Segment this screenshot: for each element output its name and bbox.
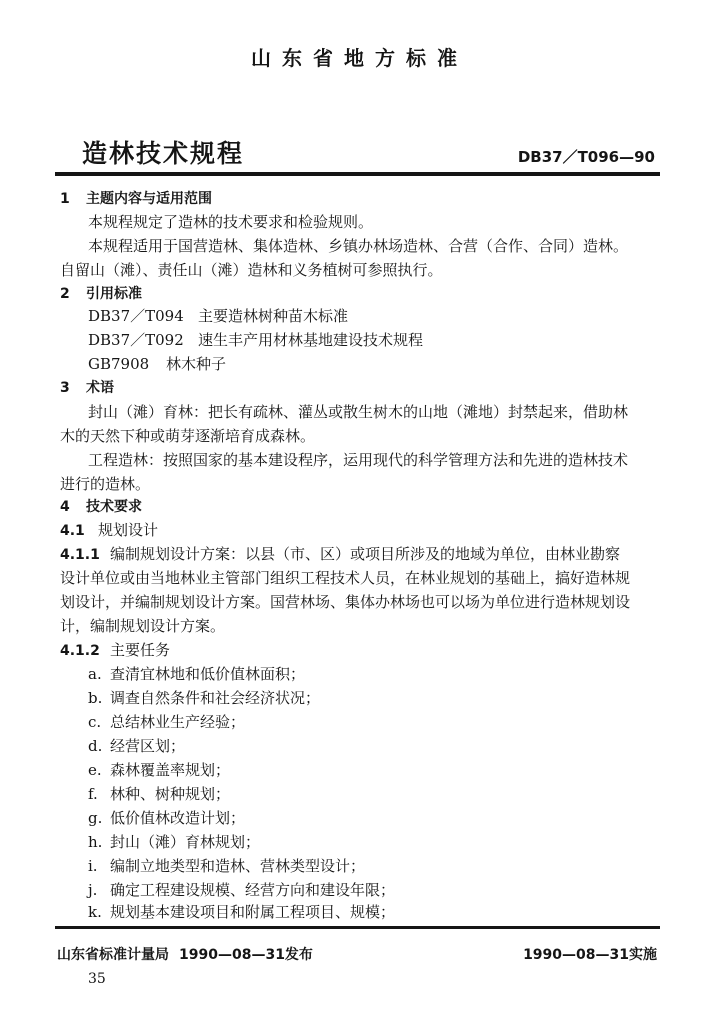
term-definition: 木的天然下种或萌芽逐渐培育成森林。	[60, 427, 316, 445]
list-item-letter: a.	[88, 665, 102, 683]
reference-code: DB37／T094	[88, 307, 184, 325]
clause-number: 4.1.2	[60, 643, 100, 659]
subsection-4-1-heading	[60, 520, 158, 541]
list-item-letter: f.	[88, 785, 98, 803]
issuer: 山东省标准计量局	[57, 947, 169, 963]
reference-title: 主要造林树种苗木标准	[198, 307, 349, 325]
list-item-letter: k.	[88, 903, 102, 921]
list-item-text: 林种、树种规划；	[110, 785, 231, 803]
clause-text: 计，编制规划设计方案。	[60, 617, 226, 635]
list-item-letter: b.	[88, 689, 103, 707]
list-item-text: 编制立地类型和造林、营林类型设计；	[110, 857, 366, 875]
list-item-text: 封山（滩）育林规划；	[110, 833, 261, 851]
section-title: 引用标准	[86, 286, 142, 302]
list-item	[88, 688, 320, 708]
subsection-number: 4.1	[60, 523, 85, 539]
document-title: 造林技术规程	[82, 139, 245, 168]
page-number: 35	[88, 971, 106, 987]
clause-4-1-1	[60, 544, 620, 565]
term-definition: 封山（滩）育林：把长有疏林、灌丛或散生树木的山地（滩地）封禁起来，借助林	[88, 403, 629, 421]
list-item-letter: d.	[88, 737, 103, 755]
reference-code: GB7908	[88, 355, 150, 373]
list-item	[88, 664, 305, 684]
clause-title: 主要任务	[110, 641, 171, 659]
paragraph: 自留山（滩）、责任山（滩）造林和义务植树可参照执行。	[60, 261, 443, 279]
clause-text: 划设计，并编制规划设计方案。国营林场、集体办林场也可以场为单位进行造林规划设	[60, 593, 631, 611]
section-title: 技术要求	[86, 499, 142, 515]
list-item-text: 总结林业生产经验；	[110, 713, 246, 731]
section-4-heading	[60, 497, 142, 517]
section-number: 3	[60, 380, 70, 396]
list-item-letter: h.	[88, 833, 103, 851]
paragraph: 本规程规定了造林的技术要求和检验规则。	[88, 213, 374, 231]
section-number: 2	[60, 286, 70, 302]
list-item-letter: i.	[88, 857, 98, 875]
clause-text: 设计单位或由当地林业主管部门组织工程技术人员，在林业规划的基础上，搞好造林规	[60, 569, 631, 587]
list-item	[88, 880, 395, 900]
clause-text: 编制规划设计方案：以县（市、区）或项目所涉及的地域为单位，由林业勘察	[110, 545, 621, 563]
standard-header: 山东省地方标准	[251, 46, 468, 70]
list-item-text: 调查自然条件和社会经济状况；	[110, 689, 321, 707]
reference-title: 林木种子	[166, 355, 227, 373]
term-definition: 工程造林：按照国家的基本建设程序，运用现代的科学管理方法和先进的造林技术	[88, 451, 629, 469]
reference-item	[88, 330, 423, 350]
reference-code: DB37／T092	[88, 331, 184, 349]
list-item-letter: j.	[88, 881, 98, 899]
effective-date: 1990—08—31实施	[523, 947, 657, 963]
reference-item	[88, 354, 226, 374]
title-rule	[55, 172, 660, 176]
list-item-letter: g.	[88, 809, 103, 827]
list-item	[88, 736, 185, 756]
footer-issue-info	[57, 944, 313, 964]
reference-item	[88, 306, 348, 326]
reference-title: 速生丰产用材林基地建设技术规程	[198, 331, 424, 349]
list-item-text: 确定工程建设规模、经营方向和建设年限；	[110, 881, 396, 899]
list-item	[88, 902, 395, 922]
list-item-text: 规划基本建设项目和附属工程项目、规模；	[110, 903, 396, 921]
list-item-letter: c.	[88, 713, 102, 731]
section-2-heading	[60, 284, 142, 304]
clause-4-1-2	[60, 640, 170, 661]
list-item-text: 森林覆盖率规划；	[110, 761, 231, 779]
list-item-text: 查清宜林地和低价值林面积；	[110, 665, 306, 683]
list-item	[88, 712, 245, 732]
clause-number: 4.1.1	[60, 547, 100, 563]
list-item-letter: e.	[88, 761, 102, 779]
list-item	[88, 856, 365, 876]
section-title: 术语	[86, 380, 114, 396]
list-item	[88, 808, 245, 828]
subsection-title: 规划设计	[98, 521, 159, 539]
list-item-text: 低价值林改造计划；	[110, 809, 246, 827]
issue-date: 1990—08—31发布	[179, 947, 313, 963]
list-item	[88, 760, 230, 780]
paragraph: 本规程适用于国营造林、集体造林、乡镇办林场造林、合营（合作、合同）造林。	[88, 237, 629, 255]
list-item-text: 经营区划；	[110, 737, 186, 755]
footer-rule	[55, 926, 660, 929]
term-definition: 进行的造林。	[60, 475, 151, 493]
section-title: 主题内容与适用范围	[86, 191, 212, 207]
section-1-heading	[60, 189, 212, 209]
section-3-heading	[60, 378, 114, 398]
section-number: 4	[60, 499, 70, 515]
section-number: 1	[60, 191, 70, 207]
document-code: DB37／T096—90	[517, 148, 655, 166]
list-item	[88, 832, 260, 852]
list-item	[88, 784, 230, 804]
